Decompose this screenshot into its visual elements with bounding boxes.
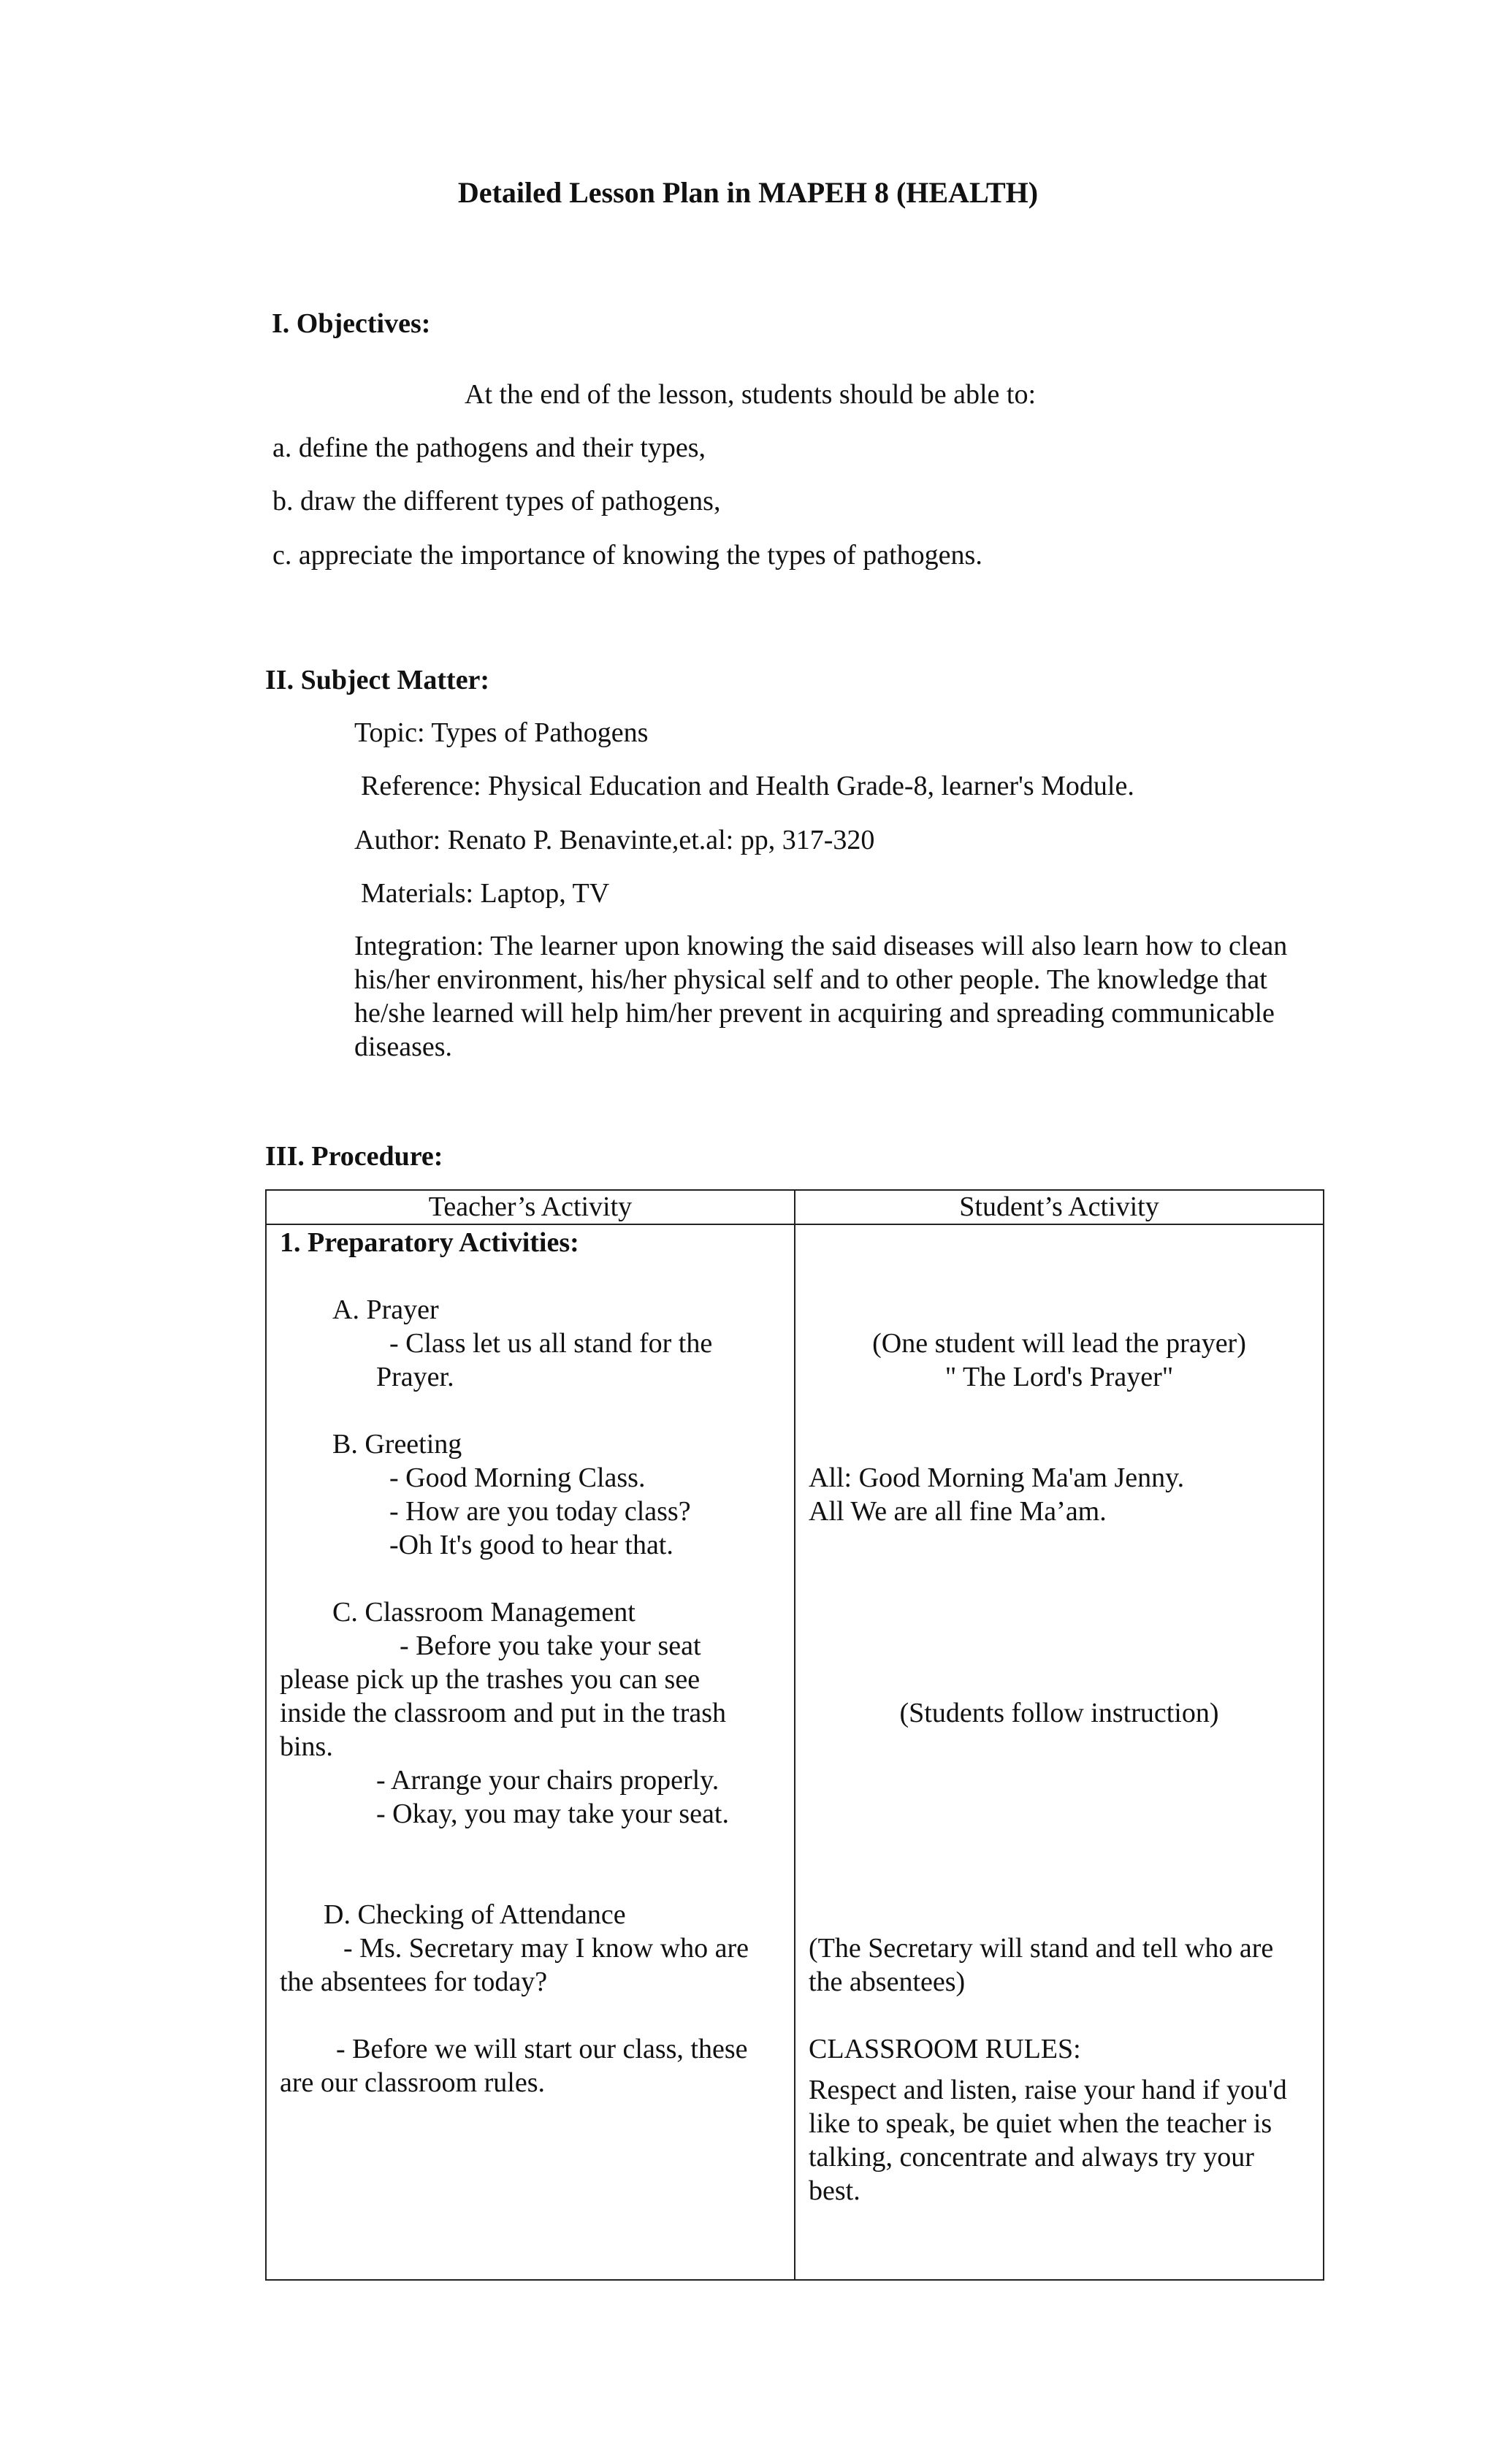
attendance-teacher-line: the absentees for today?: [280, 1967, 548, 1997]
attendance-teacher-line: - Ms. Secretary may I know who are: [343, 1933, 749, 1964]
classroom-rules-text: Respect and listen, raise your hand if you'd like to speak, be quiet when the teacher is talking, concentrate and always try your best.: [809, 2075, 1287, 2206]
preparatory-activities-heading: 1. Preparatory Activities:: [280, 1227, 579, 1258]
page-title: Detailed Lesson Plan in MAPEH 8 (HEALTH): [457, 176, 1039, 209]
integration-paragraph: Integration: The learner upon knowing the said diseases will also learn how to clean his/her environment, his/her physical self and to other people. The knowledge that he/she learned will help him/her prevent in acquiring and spreading communicable diseases.: [354, 931, 1288, 1062]
procedure-heading: III. Procedure:: [265, 1141, 443, 1172]
greeting-teacher-line: - Good Morning Class.: [389, 1462, 646, 1493]
objective-item-b: b. draw the different types of pathogens,: [272, 486, 721, 516]
topic-line: Topic: Types of Pathogens: [354, 717, 649, 748]
management-teacher-line: - Okay, you may take your seat.: [376, 1799, 729, 1829]
attendance-student-response: (The Secretary will stand and tell who are: [809, 1933, 1274, 1964]
student-activity-header: Student’s Activity: [959, 1191, 1159, 1222]
management-student-response: (Students follow instruction): [899, 1698, 1219, 1728]
greeting-student-response: All: Good Morning Ma'am Jenny.: [809, 1462, 1185, 1493]
prayer-teacher-line: Prayer.: [376, 1362, 454, 1392]
classroom-rules-heading: CLASSROOM RULES:: [809, 2034, 1081, 2064]
objective-item-a: a. define the pathogens and their types,: [272, 432, 706, 463]
attendance-label: D. Checking of Attendance: [324, 1899, 626, 1930]
prayer-teacher-line: - Class let us all stand for the: [389, 1328, 713, 1359]
materials-line: Materials: Laptop, TV: [361, 878, 610, 909]
teacher-activity-header: Teacher’s Activity: [428, 1191, 633, 1222]
reference-line: Reference: Physical Education and Health Grade-8, learner's Module.: [361, 771, 1134, 801]
management-teacher-line: inside the classroom and put in the trash: [280, 1698, 727, 1728]
attendance-student-response: the absentees): [809, 1967, 966, 1997]
classroom-management-label: C. Classroom Management: [332, 1597, 636, 1628]
objective-item-c: c. appreciate the importance of knowing the types of pathogens.: [272, 540, 982, 571]
management-teacher-line: - Before you take your seat: [400, 1630, 701, 1661]
objectives-intro: At the end of the lesson, students should be able to:: [465, 379, 1037, 410]
subject-matter-heading: II. Subject Matter:: [265, 665, 490, 695]
greeting-student-response: All We are all fine Ma’am.: [809, 1496, 1107, 1527]
author-line: Author: Renato P. Benavinte,et.al: pp, 317-320: [354, 825, 875, 855]
prayer-student-response: (One student will lead the prayer): [872, 1328, 1246, 1359]
greeting-label: B. Greeting: [332, 1429, 462, 1460]
header-divider: [267, 1224, 1323, 1225]
procedure-table: [265, 1189, 1324, 2281]
management-teacher-line: bins.: [280, 1731, 333, 1762]
objectives-heading: I. Objectives:: [272, 308, 431, 339]
attendance-teacher-line: are our classroom rules.: [280, 2067, 545, 2098]
greeting-teacher-line: - How are you today class?: [389, 1496, 691, 1527]
attendance-teacher-line: - Before we will start our class, these: [336, 2034, 748, 2064]
prayer-student-response: " The Lord's Prayer": [944, 1362, 1174, 1392]
management-teacher-line: please pick up the trashes you can see: [280, 1664, 701, 1695]
prayer-label: A. Prayer: [332, 1294, 439, 1325]
greeting-teacher-line: -Oh It's good to hear that.: [389, 1530, 673, 1560]
management-teacher-line: - Arrange your chairs properly.: [376, 1765, 720, 1796]
